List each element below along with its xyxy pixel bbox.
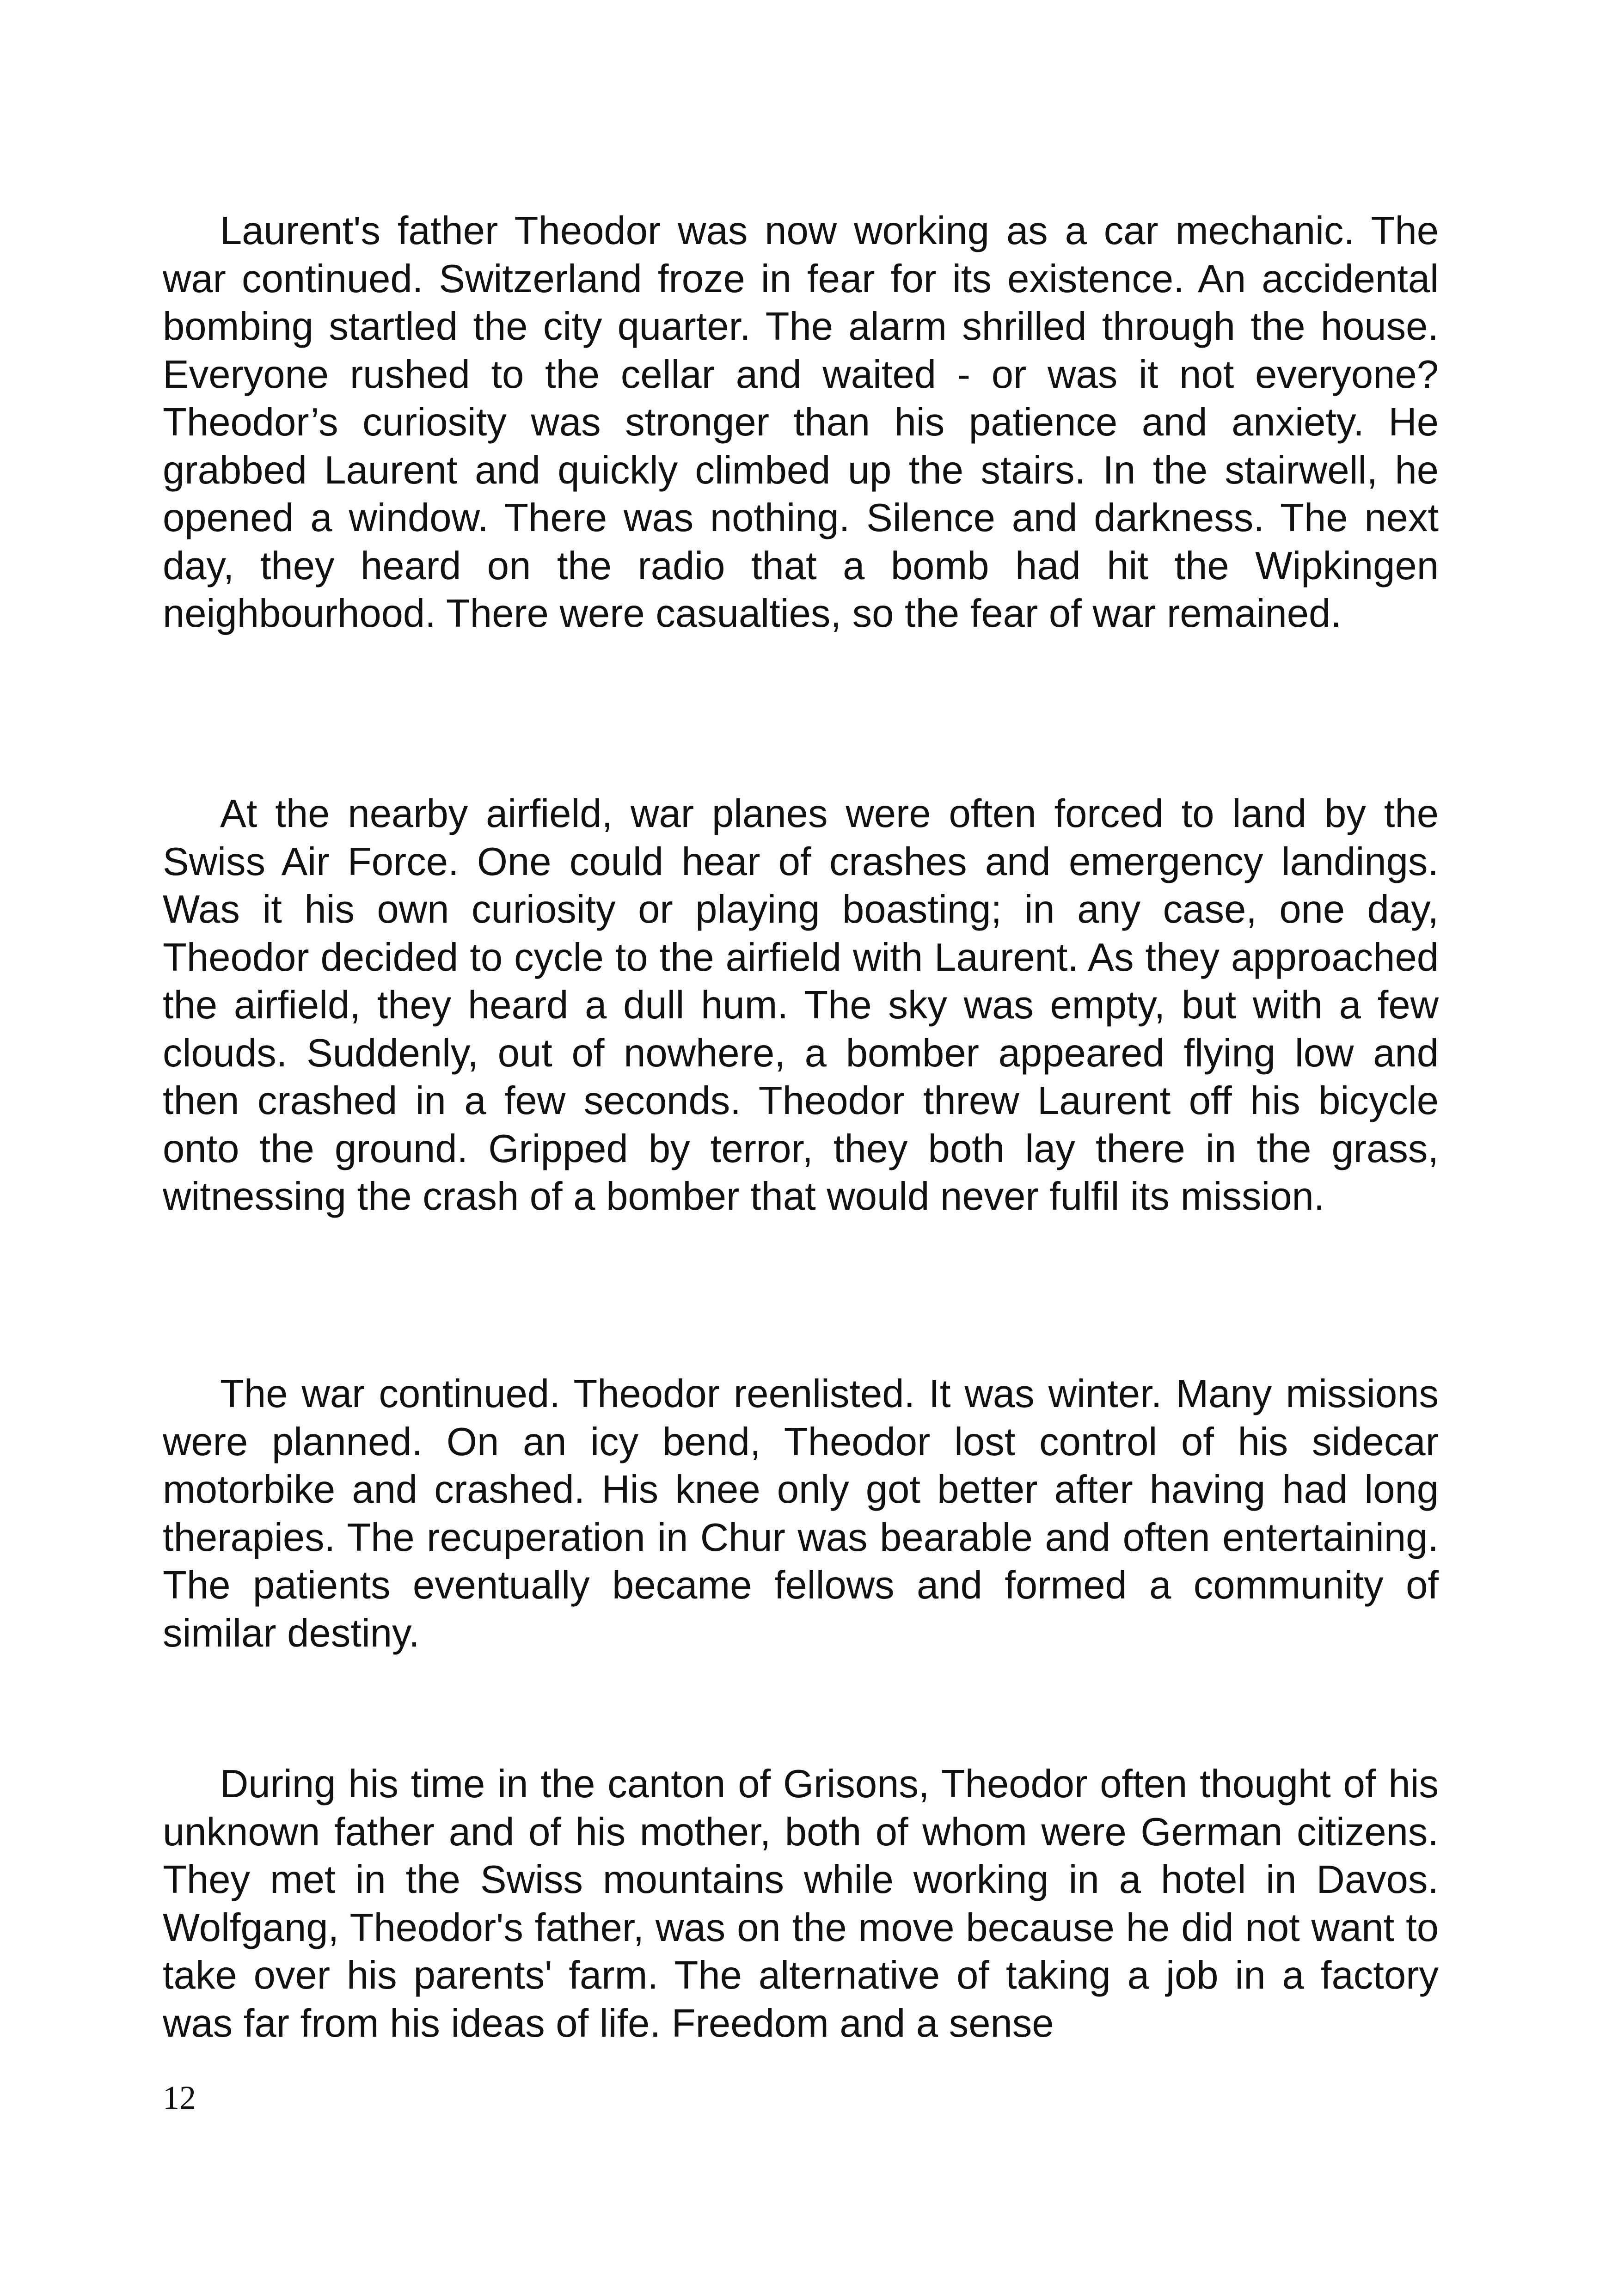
paragraph-motorbike-accident: The war continued. Theodor reenlisted. It was winter. Many missions were planned. On an icy bend, Theodor lost control of his sidecar motorbike and crashed. His knee only got better after having had long therapies. The recuperation in Chur was bearable and often entertaining. The patients eventually became fellows and formed a community of similar destiny. (163, 1372, 1439, 1655)
paragraph-airfield-crash: At the nearby airfield, war planes were often forced to land by the Swiss Air Force. One could hear of crashes and emergency landings. Was it his own curiosity or playing boasting; in any case, one day, Theodor decided to cycle to the airfield with Laurent. As they approached the airfield, they heard a dull hum. The sky was empty, but with a few clouds. Suddenly, out of nowhere, a bomber appeared flying low and then crashed in a few seconds. Theodor threw Laurent off his bicycle onto the ground. Gripped by terror, they both lay there in the grass, witnessing the crash of a bomber that would never fulfil its mission. (163, 792, 1439, 1218)
paragraph-father-mechanic: Laurent's father Theodor was now working as a car mechanic. The war continued. Switzerland froze in fear for its existence. An accidental bombing startled the city quarter. The alarm shrilled through the house. Everyone rushed to the cellar and waited - or was it not everyone? Theodor’s curiosity was stronger than his patience and anxiety. He grabbed Laurent and quickly climbed up the stairs. In the stairwell, he opened a window. There was nothing. Silence and darkness. The next day, they heard on the radio that a bomb had hit the Wipkingen neighbourhood. There were casualties, so the fear of war remained. (163, 209, 1439, 636)
page-number: 12 (163, 2079, 196, 2116)
paragraph-grisons-parents: During his time in the canton of Grisons, Theodor often thought of his unknown father and of his mother, both of whom were German citizens. They met in the Swiss mountains while working in a hotel in Davos. Wolfgang, Theodor's father, was on the move because he did not want to take over his parents' farm. The alternative of taking a job in a factory was far from his ideas of life. Freedom and a sense (163, 1762, 1439, 2045)
